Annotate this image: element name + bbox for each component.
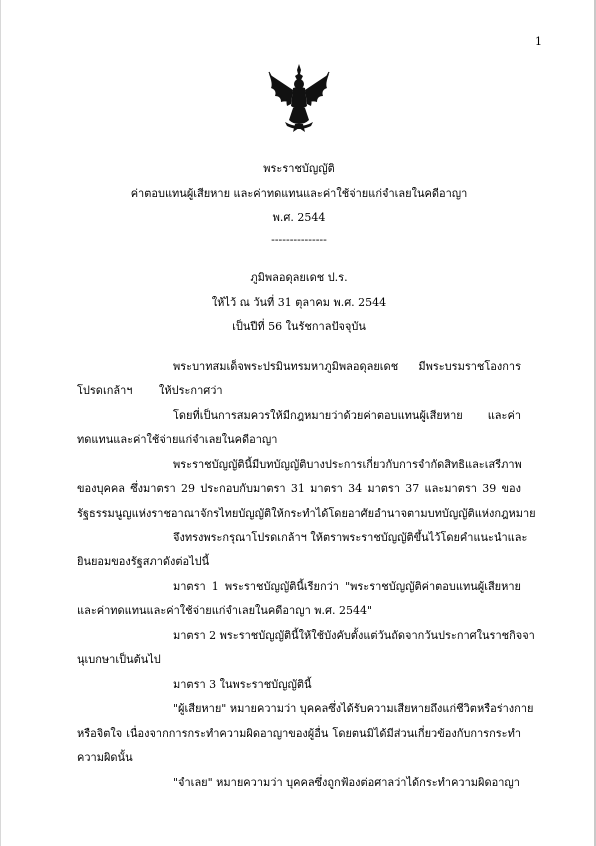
rights-clause-line: พระราชบัญญัตินี้มีบทบัญญัติบางประการเกี่ยวกับการจำกัดสิทธิและเสรีภาพ <box>173 458 522 471</box>
preamble-line: ให้ประกาศว่า <box>159 384 223 397</box>
rights-clause-line: รัฐธรรมนูญแห่งราชอาณาจักรไทยบัญญัติให้กระทำได้โดยอาศัยอำนาจตามบทบัญญัติแห่งกฎหมาย <box>77 507 536 520</box>
rights-clause-line: ของบุคคล ซึ่งมาตรา 29 ประกอบกับมาตรา 31 มาตรา 34 มาตรา 37 และมาตรา 39 ของ <box>77 482 521 495</box>
title-divider: --------------- <box>271 233 327 246</box>
page-number: 1 <box>535 35 542 48</box>
section-1-line: และค่าทดแทนและค่าใช้จ่ายแก่จำเลยในคดีอาญา พ.ศ. 2544" <box>77 604 373 617</box>
recital-line: ทดแทนและค่าใช้จ่ายแก่จำเลยในคดีอาญา <box>77 433 278 446</box>
preamble-line: โปรดเกล้าฯ <box>77 384 133 397</box>
preamble-line: พระบาทสมเด็จพระปรมินทรมหาภูมิพลอดุลยเดช มีพระบรมราชโองการ <box>173 360 521 373</box>
definition-defendant-line: "จำเลย" หมายความว่า บุคคลซึ่งถูกฟ้องต่อศาลว่าได้กระทำความผิดอาญา <box>173 776 520 789</box>
definition-victim-line: "ผู้เสียหาย" หมายความว่า บุคคลซึ่งได้รับความเสียหายถึงแก่ชีวิตหรือร่างกาย <box>173 702 534 715</box>
section-1-line: มาตรา 1 พระราชบัญญัตินี้เรียกว่า "พระราชบัญญัติค่าตอบแทนผู้เสียหาย <box>173 580 521 593</box>
enactment-line: ยินยอมของรัฐสภาดังต่อไปนี้ <box>77 555 210 568</box>
enactment-line: จึงทรงพระกรุณาโปรดเกล้าฯ ให้ตราพระราชบัญญัติขึ้นไว้โดยคำแนะนำและ <box>173 531 528 544</box>
king-name: ภูมิพลอดุลยเดช ป.ร. <box>250 271 348 284</box>
act-year: พ.ศ. 2544 <box>272 211 326 224</box>
given-date: ให้ไว้ ณ วันที่ 31 ตุลาคม พ.ศ. 2544 <box>211 296 387 309</box>
section-2-line: มาตรา 2 พระราชบัญญัตินี้ให้ใช้บังคับตั้งแต่วันถัดจากวันประกาศในราชกิจจา <box>173 629 535 642</box>
section-3-line: มาตรา 3 ในพระราชบัญญัตินี้ <box>173 678 312 691</box>
definition-victim-line: หรือจิตใจ เนื่องจากการกระทำความผิดอาญาของผู้อื่น โดยตนมิได้มีส่วนเกี่ยวข้องกับการกระทำ <box>77 727 521 740</box>
garuda-emblem-icon <box>263 62 335 134</box>
act-name: ค่าตอบแทนผู้เสียหาย และค่าทดแทนและค่าใช้จ่ายแก่จำเลยในคดีอาญา <box>130 187 468 200</box>
recital-line: โดยที่เป็นการสมควรให้มีกฎหมายว่าด้วยค่าตอบแทนผู้เสียหาย และค่า <box>173 409 521 422</box>
reign-year: เป็นปีที่ 56 ในรัชกาลปัจจุบัน <box>232 320 366 333</box>
section-2-line: นุเบกษาเป็นต้นไป <box>77 653 161 666</box>
definition-victim-line: ความผิดนั้น <box>77 751 133 764</box>
act-heading: พระราชบัญญัติ <box>263 162 335 175</box>
